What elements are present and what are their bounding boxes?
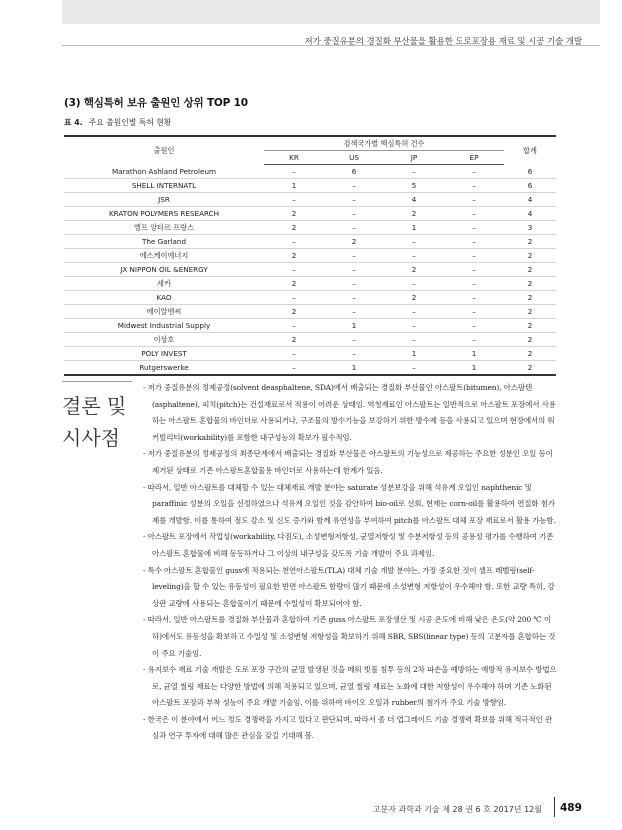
cell-jp: 1: [384, 347, 444, 361]
header-country-group: 검색국가별 핵심특허 건수: [264, 136, 504, 151]
cell-jp: –: [384, 333, 444, 347]
page-number: 489: [560, 802, 582, 814]
header-us: US: [324, 151, 384, 165]
cell-applicant: KAO: [64, 291, 264, 305]
header-divider: [62, 45, 600, 46]
cell-us: 1: [324, 361, 384, 376]
cell-ep: –: [444, 235, 504, 249]
cell-ep: –: [444, 305, 504, 319]
cell-us: –: [324, 221, 384, 235]
cell-ep: –: [444, 207, 504, 221]
table-row: [64, 305, 556, 319]
cell-kr: 2: [264, 207, 324, 221]
footer-separator: [554, 797, 555, 817]
cell-applicant: SHELL INTERNATL: [64, 179, 264, 193]
bullet-item: - 따라서, 일반 아스팔트를 경질화 부산물과 혼합하여 기존 guss 아스팔트 포장생산 및 시공 온도에 비해 낮은 온도(약 200 ℃ 이하)에서도 유동성을 확보하고 수밀성 및 소성변형 저항성을 확보하기 위해 SBR, SBS(linear type) 등의 고분자를 혼합하는 것이 주요 기술임.: [143, 612, 558, 662]
cell-us: –: [324, 305, 384, 319]
cell-total: 3: [504, 221, 556, 235]
table-row: [64, 235, 556, 249]
table-row: [64, 361, 556, 376]
cell-us: 1: [324, 319, 384, 333]
table-row: [64, 165, 556, 179]
cell-kr: –: [264, 291, 324, 305]
table-caption-text: 주요 출원인별 특허 현황: [88, 118, 172, 127]
table-row: [64, 263, 556, 277]
cell-kr: 2: [264, 333, 324, 347]
cell-kr: –: [264, 165, 324, 179]
cell-total: 2: [504, 249, 556, 263]
cell-ep: –: [444, 193, 504, 207]
cell-us: –: [324, 277, 384, 291]
cell-total: 2: [504, 305, 556, 319]
cell-applicant: JSR: [64, 193, 264, 207]
conclusion-heading: [62, 390, 126, 454]
table-row: [64, 221, 556, 235]
cell-ep: –: [444, 179, 504, 193]
section-title: (3) 핵심특허 보유 출원인 상위 TOP 10: [64, 97, 248, 109]
cell-total: 2: [504, 277, 556, 291]
cell-jp: 1: [384, 221, 444, 235]
cell-applicant: 에스케이에너지: [64, 249, 264, 263]
cell-applicant: Marathon Ashland Petroleum: [64, 165, 264, 179]
cell-jp: –: [384, 361, 444, 376]
cell-us: –: [324, 249, 384, 263]
cell-us: –: [324, 179, 384, 193]
cell-us: –: [324, 347, 384, 361]
cell-us: –: [324, 207, 384, 221]
running-title: 저가 중질유분의 경질화 부산물을 활용한 도로포장용 재료 및 시공 기술 개발: [304, 37, 582, 47]
header-total: 합계: [504, 136, 556, 165]
cell-ep: –: [444, 319, 504, 333]
cell-applicant: 에이알엔씨: [64, 305, 264, 319]
cell-kr: 2: [264, 305, 324, 319]
cell-ep: –: [444, 333, 504, 347]
cell-kr: 2: [264, 277, 324, 291]
header-ep: EP: [444, 151, 504, 165]
cell-jp: –: [384, 235, 444, 249]
cell-ep: –: [444, 291, 504, 305]
table-row: [64, 193, 556, 207]
cell-applicant: KRATON POLYMERS RESEARCH: [64, 207, 264, 221]
bullet-item: - 특수 아스팔트 혼합물인 guss에 적용되는 천연아스팔트(TLA) 대체 기술 개발 분야는, 가장 중요한 것이 셀프 레벨링(self-leveling)을 할 수 있는 유동성이 필요한 반면 아스팔트 함량이 많기 때문에 소성변형 저항성이 우수해야 함. 또한 교량 특히, 강상판 교량에 사용되는 혼합물이기 때문에 수밀성이 확보되어야 함.: [143, 563, 558, 613]
cell-kr: –: [264, 347, 324, 361]
cell-total: 2: [504, 319, 556, 333]
conclusion-heading-line2: 시사점: [62, 426, 120, 450]
cell-jp: –: [384, 305, 444, 319]
header-band: [62, 0, 600, 24]
cell-us: –: [324, 333, 384, 347]
cell-total: 6: [504, 179, 556, 193]
cell-ep: 1: [444, 361, 504, 376]
cell-jp: –: [384, 319, 444, 333]
cell-total: 2: [504, 235, 556, 249]
bullet-item: - 따라서, 일반 아스팔트를 대체할 수 있는 대체재료 개발 분야는 saturate 성분보강을 위해 석유계 오일인 naphthenic 및 paraffinic 성분의 오일을 선정하였으나 석유계 오일인 것을 감안하여 bio-oil로 선회, 현재는 corn-oil를 활용하여 연질화 첨가제를 개발함. 이를 통하여 점도 감소 및 신도 증가와 함께 유연성을 부여하여 pitch를 아스팔트 대체 포장 재료로서 활용 가능함.: [143, 480, 558, 530]
cell-applicant: 세카: [64, 277, 264, 291]
table-row: [64, 179, 556, 193]
cell-jp: –: [384, 249, 444, 263]
cell-us: –: [324, 263, 384, 277]
cell-jp: 2: [384, 263, 444, 277]
table-caption: [64, 117, 171, 128]
cell-jp: –: [384, 277, 444, 291]
cell-kr: –: [264, 193, 324, 207]
table-row: [64, 277, 556, 291]
bullet-item: - 저가 중질유분의 정제공정의 최종단계에서 배출되는 경질화 부산물은 아스팔트의 기능성으로 제공하는 주요한 성분인 오일 등이 제거된 상태로 기존 아스팔트혼합물용 바인더로 사용하는데 한계가 있음.: [143, 446, 558, 479]
header-applicant: 출원인: [64, 136, 264, 165]
cell-applicant: JX NIPPON OIL &ENERGY: [64, 263, 264, 277]
cell-total: 2: [504, 291, 556, 305]
cell-kr: –: [264, 263, 324, 277]
patent-table: [64, 135, 556, 376]
table-row: [64, 249, 556, 263]
table-row: [64, 333, 556, 347]
conclusion-bullets: [143, 380, 558, 745]
table-row: [64, 207, 556, 221]
cell-jp: 2: [384, 207, 444, 221]
cell-applicant: 이상호: [64, 333, 264, 347]
cell-us: 6: [324, 165, 384, 179]
cell-applicant: Midwest Industrial Supply: [64, 319, 264, 333]
cell-total: 2: [504, 361, 556, 376]
cell-jp: 4: [384, 193, 444, 207]
table-row: [64, 347, 556, 361]
footer-journal: 고분자 과학과 기술 제 28 권 6 호 2017년 12월: [372, 805, 542, 814]
cell-us: –: [324, 193, 384, 207]
cell-kr: 1: [264, 179, 324, 193]
cell-jp: 5: [384, 179, 444, 193]
cell-total: 6: [504, 165, 556, 179]
table-row: [64, 291, 556, 305]
cell-total: 4: [504, 207, 556, 221]
conclusion-heading-line1: 결론 및: [62, 394, 127, 418]
cell-jp: 2: [384, 291, 444, 305]
header-kr: KR: [264, 151, 324, 165]
bullet-item: - 유지보수 재료 기술 개발은 도로 포장 구간의 균열 발생된 것을 메워 빗물 침투 등의 2차 파손을 예방하는 예방적 유지보수 방법으로, 균열 씰링 재료는 다양한 방법에 의해 적용되고 있으며, 균열 씰링 재료는 노화에 대한 저항성이 우수해야 하며 기존 노화된 아스팔트 포장과 부착 성능이 주요 개발 기술임. 이를 위하여 바이오 오일과 rubber의 첨가가 주요 기술 방향임.: [143, 662, 558, 712]
cell-kr: –: [264, 235, 324, 249]
cell-ep: –: [444, 263, 504, 277]
cell-kr: –: [264, 319, 324, 333]
cell-us: 2: [324, 235, 384, 249]
header-jp: JP: [384, 151, 444, 165]
table-caption-label: 표 4.: [64, 118, 83, 127]
cell-kr: 2: [264, 249, 324, 263]
cell-ep: –: [444, 221, 504, 235]
bullet-item: - 저가 중질유분의 정제공정(solvent deasphaltene, SDA)에서 배출되는 경질화 부산물인 아스팔트(bitumen), 아스팔텐(asphaltene), 피치(pitch)는 건설재료로서 적용이 어려운 상태임. 역청재료인 아스팔트는 일반적으로 아스팔트 포장에서 사용하는 아스팔트 혼합물의 바인더로 사용되거나, 구조물의 방수기능을 보강하기 위한 방수제 등을 사용되고 있으며 현장에서의 워커빌리티(workability)를 포함한 내구성능의 확보가 필수적임.: [143, 380, 558, 446]
table-row: [64, 319, 556, 333]
bullet-item: - 한국은 이 분야에서 어느 정도 경쟁력을 가지고 있다고 판단되며, 따라서 좀 더 업그레이드 기술 경쟁력 확보를 위해 적극적인 관심과 연구 투자에 대해 많은 관심을 갖길 기대해 봄.: [143, 712, 558, 745]
cell-kr: 2: [264, 221, 324, 235]
cell-applicant: POLY INVEST: [64, 347, 264, 361]
conclusion-rule: [62, 381, 132, 382]
cell-applicant: 엘프 앙타르 프랑스: [64, 221, 264, 235]
cell-ep: –: [444, 277, 504, 291]
cell-jp: –: [384, 165, 444, 179]
cell-total: 2: [504, 347, 556, 361]
cell-total: 2: [504, 333, 556, 347]
cell-total: 2: [504, 263, 556, 277]
table-body: [64, 165, 556, 376]
cell-kr: –: [264, 361, 324, 376]
cell-us: –: [324, 291, 384, 305]
cell-ep: –: [444, 165, 504, 179]
bullet-item: - 아스팔트 포장에서 작업성(workability, 다짐도), 소성변형저항성, 균열저항성 및 수분저항성 등의 공용성 평가를 수행하여 기존아스팔트 혼합물에 비해 동등하거나 그 이상의 내구성을 갖도록 기술 개발이 주요 과제임.: [143, 529, 558, 562]
cell-total: 4: [504, 193, 556, 207]
cell-ep: 1: [444, 347, 504, 361]
cell-ep: –: [444, 249, 504, 263]
cell-applicant: The Garland: [64, 235, 264, 249]
cell-applicant: Rutgerswerke: [64, 361, 264, 376]
